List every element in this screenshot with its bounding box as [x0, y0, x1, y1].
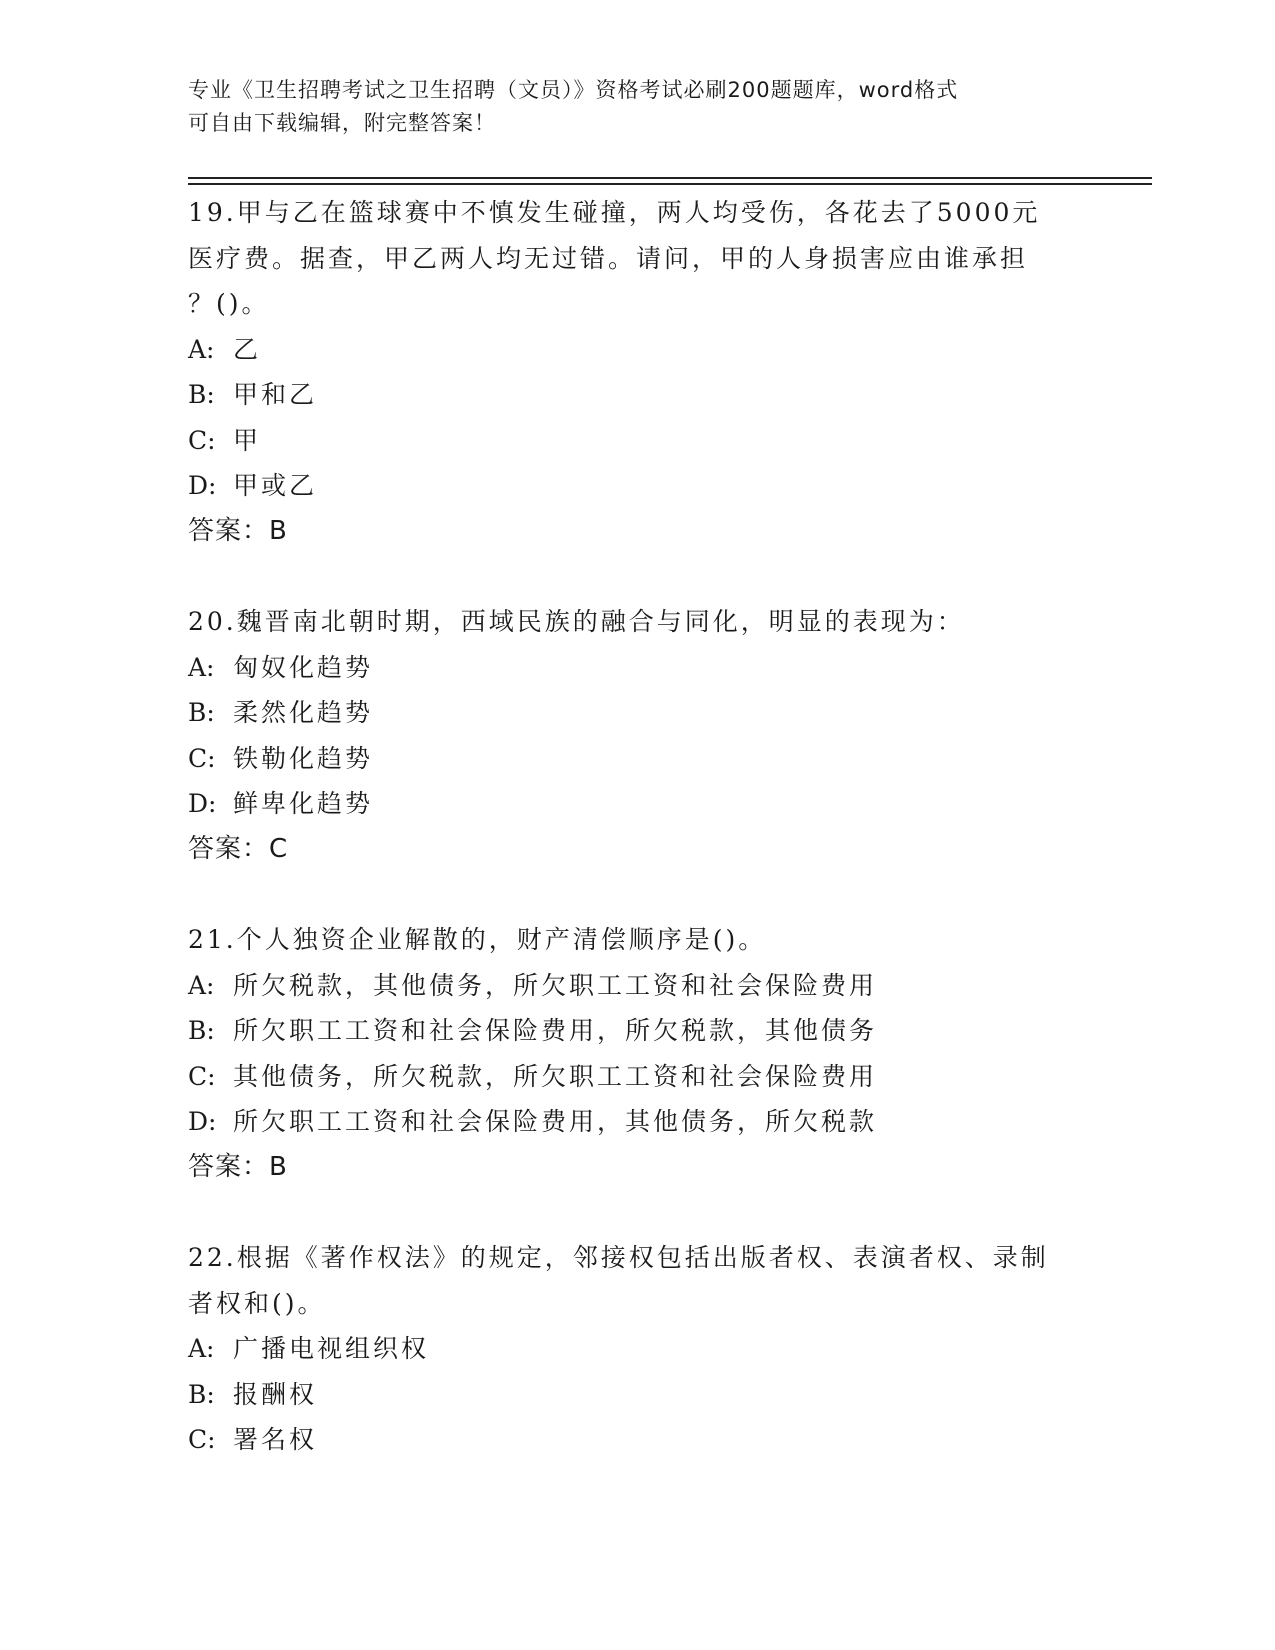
question-text-line: 者权和()。 — [188, 1288, 326, 1318]
option-d — [188, 1099, 1088, 1145]
question-text-line: 21.个人独资企业解散的，财产清偿顺序是()。 — [188, 925, 767, 954]
question-20 — [188, 599, 1088, 872]
option-c — [188, 736, 1088, 782]
answer-line: 答案：B — [188, 515, 288, 546]
option-letter: B: — [188, 698, 215, 727]
question-spacer — [188, 872, 1088, 917]
option-letter: A: — [188, 652, 215, 682]
header-divider-bottom — [188, 183, 1152, 185]
option-letter: C: — [188, 1061, 216, 1091]
option-a — [188, 1326, 1088, 1372]
header-line: 专业《卫生招聘考试之卫生招聘（文员）》资格考试必刷200题题库，word格式 — [188, 78, 959, 102]
question-text-line: 19.甲与乙在篮球赛中不慎发生碰撞，两人均受伤，各花去了5000元 — [188, 198, 1041, 227]
answer-line: 答案：C — [188, 833, 289, 864]
option-letter: B: — [188, 380, 215, 409]
option-b — [188, 690, 1088, 736]
option-d — [188, 463, 1088, 509]
option-text: 广播电视组织权 — [233, 1334, 430, 1363]
question-22 — [188, 1235, 1088, 1463]
header-divider-top — [188, 177, 1152, 179]
option-c — [188, 418, 1088, 464]
option-letter: D: — [188, 789, 217, 818]
option-text: 匈奴化趋势 — [233, 652, 374, 682]
option-a — [188, 645, 1088, 691]
option-text: 甲或乙 — [233, 471, 318, 500]
option-text: 所欠职工工资和社会保险费用，所欠税款，其他债务 — [233, 1016, 878, 1045]
option-text: 所欠税款，其他债务，所欠职工工资和社会保险费用 — [233, 970, 878, 1000]
question-21 — [188, 917, 1088, 1190]
header-line: 可自由下载编辑，附完整答案！ — [188, 111, 496, 135]
question-spacer — [188, 554, 1088, 599]
option-text: 柔然化趋势 — [233, 698, 374, 727]
option-text: 甲 — [233, 425, 262, 455]
option-b — [188, 1008, 1088, 1054]
option-c — [188, 1054, 1088, 1100]
answer-line: 答案：B — [188, 1151, 288, 1182]
option-letter: A: — [188, 334, 215, 364]
option-letter: A: — [188, 1334, 215, 1363]
option-text: 所欠职工工资和社会保险费用，其他债务，所欠税款 — [233, 1107, 878, 1136]
option-text: 甲和乙 — [233, 380, 318, 409]
option-a — [188, 327, 1088, 373]
question-text-line: 20.魏晋南北朝时期，西域民族的融合与同化，明显的表现为： — [188, 607, 965, 636]
question-text-line: 医疗费。据查，甲乙两人均无过错。请问，甲的人身损害应由谁承担 — [188, 243, 1029, 273]
option-d — [188, 781, 1088, 827]
option-a — [188, 963, 1088, 1009]
option-letter: D: — [188, 471, 217, 500]
option-letter: C: — [188, 743, 216, 773]
option-b — [188, 1372, 1088, 1418]
option-text: 鲜卑化趋势 — [233, 789, 374, 818]
question-19 — [188, 190, 1088, 554]
option-letter: C: — [188, 1425, 216, 1454]
option-text: 铁勒化趋势 — [233, 743, 374, 773]
question-text-line: 22.根据《著作权法》的规定，邻接权包括出版者权、表演者权、录制 — [188, 1243, 1049, 1272]
option-text: 署名权 — [233, 1425, 318, 1454]
option-letter: D: — [188, 1107, 217, 1136]
option-letter: C: — [188, 425, 216, 455]
question-list — [188, 190, 1088, 1463]
option-text: 乙 — [233, 334, 262, 364]
question-text-line: ？()。 — [188, 289, 270, 318]
option-text: 报酬权 — [233, 1379, 318, 1409]
option-letter: B: — [188, 1016, 215, 1045]
option-c — [188, 1417, 1088, 1463]
document-header — [188, 74, 1088, 140]
option-letter: A: — [188, 970, 215, 1000]
question-spacer — [188, 1190, 1088, 1235]
option-text: 其他债务，所欠税款，所欠职工工资和社会保险费用 — [233, 1061, 878, 1091]
option-letter: B: — [188, 1379, 215, 1409]
option-b — [188, 372, 1088, 418]
